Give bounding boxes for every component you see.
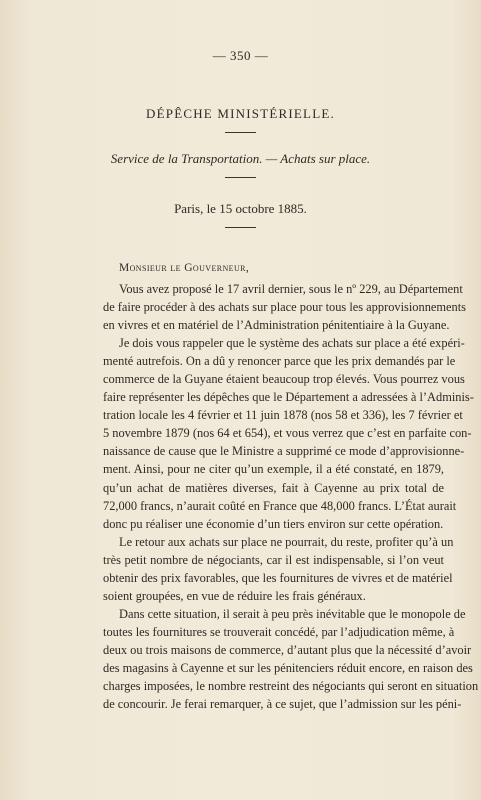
document-title: DÉPÊCHE MINISTÉRIELLE. (146, 106, 335, 121)
document-subtitle: Service de la Transportation. — Achats sur place. (110, 151, 371, 166)
text-line: tration locale les 4 février et 11 juin 1878 (nos 58 et 336), les 7 février et (103, 408, 463, 423)
text-line: menté autrefois. On a dû y renoncer parce que les prix demandés par le (103, 354, 456, 369)
text-line: toutes les fournitures se trouverait concédé, par l’adjudication même, à (103, 624, 455, 639)
text-line: Dans cette situation, il serait à peu près inévitable que le monopole de (119, 606, 466, 621)
text-line: qu’un achat de matières diverses, fait à Cayenne au prix total de (103, 480, 444, 495)
text-line: Vous avez proposé le 17 avril dernier, sous le nº 229, au Département (119, 282, 463, 296)
text-line: Le retour aux achats sur place ne pourrait, du reste, profiter qu’à un (119, 534, 454, 549)
dateline-rule (225, 227, 256, 228)
text-line: naissance de cause que le Ministre a supprimé ce mode d’approvisionne- (103, 444, 465, 459)
subtitle-rule (225, 177, 256, 178)
text-line: faire représenter les dépêches que le Département a adressées à l’Adminis- (103, 390, 474, 405)
text-line: commerce de la Guyane étaient beaucoup trop élevés. Vous pourrez vous (103, 372, 465, 387)
text-line: charges imposées, le nombre restreint des négociants qui seront en situation (103, 679, 479, 694)
dateline: Paris, le 15 octobre 1885. (174, 201, 307, 216)
text-line: donc pu réaliser une économie d’un tiers environ sur cette opération. (103, 516, 444, 531)
text-line: très petit nombre de négociants, car il est indispensable, si l’on veut (103, 552, 444, 567)
salutation: Monsieur le Gouverneur, (119, 262, 250, 274)
text-line: Je dois vous rappeler que le système des achats sur place a été expéri- (119, 336, 465, 351)
body-text (103, 280, 479, 713)
text-line: de concourir. Je ferai remarquer, à ce sujet, que l’admission sur les péni- (103, 697, 462, 712)
title-rule (225, 132, 256, 133)
text-line: obtenir des prix favorables, que les fournitures de vivres et de matériel (103, 570, 453, 585)
text-line: deux ou trois maisons de commerce, d’autant plus que la nécessité d’avoir (103, 642, 472, 657)
text-line: des magasins à Cayenne et sur les pénitenciers réduit encore, en raison des (103, 660, 473, 675)
text-line: ment. Ainsi, pour ne citer qu’un exemple, il a été constaté, en 1879, (103, 462, 444, 477)
text-line: en vivres et en matériel de l’Administration pénitentiaire à la Guyane. (103, 318, 450, 333)
text-line: 72,000 francs, n’aurait coûté en France que 48,000 francs. L’État aurait (103, 498, 457, 513)
text-line: soient groupées, en vue de réduire les frais généraux. (103, 588, 366, 603)
text-line: 5 novembre 1879 (nos 64 et 654), et vous verrez que c’est en parfaite con- (103, 426, 472, 441)
page-number: — 350 — (212, 48, 269, 63)
text-line: de faire procéder à des achats sur place pour tous les approvisionnements (103, 300, 466, 315)
